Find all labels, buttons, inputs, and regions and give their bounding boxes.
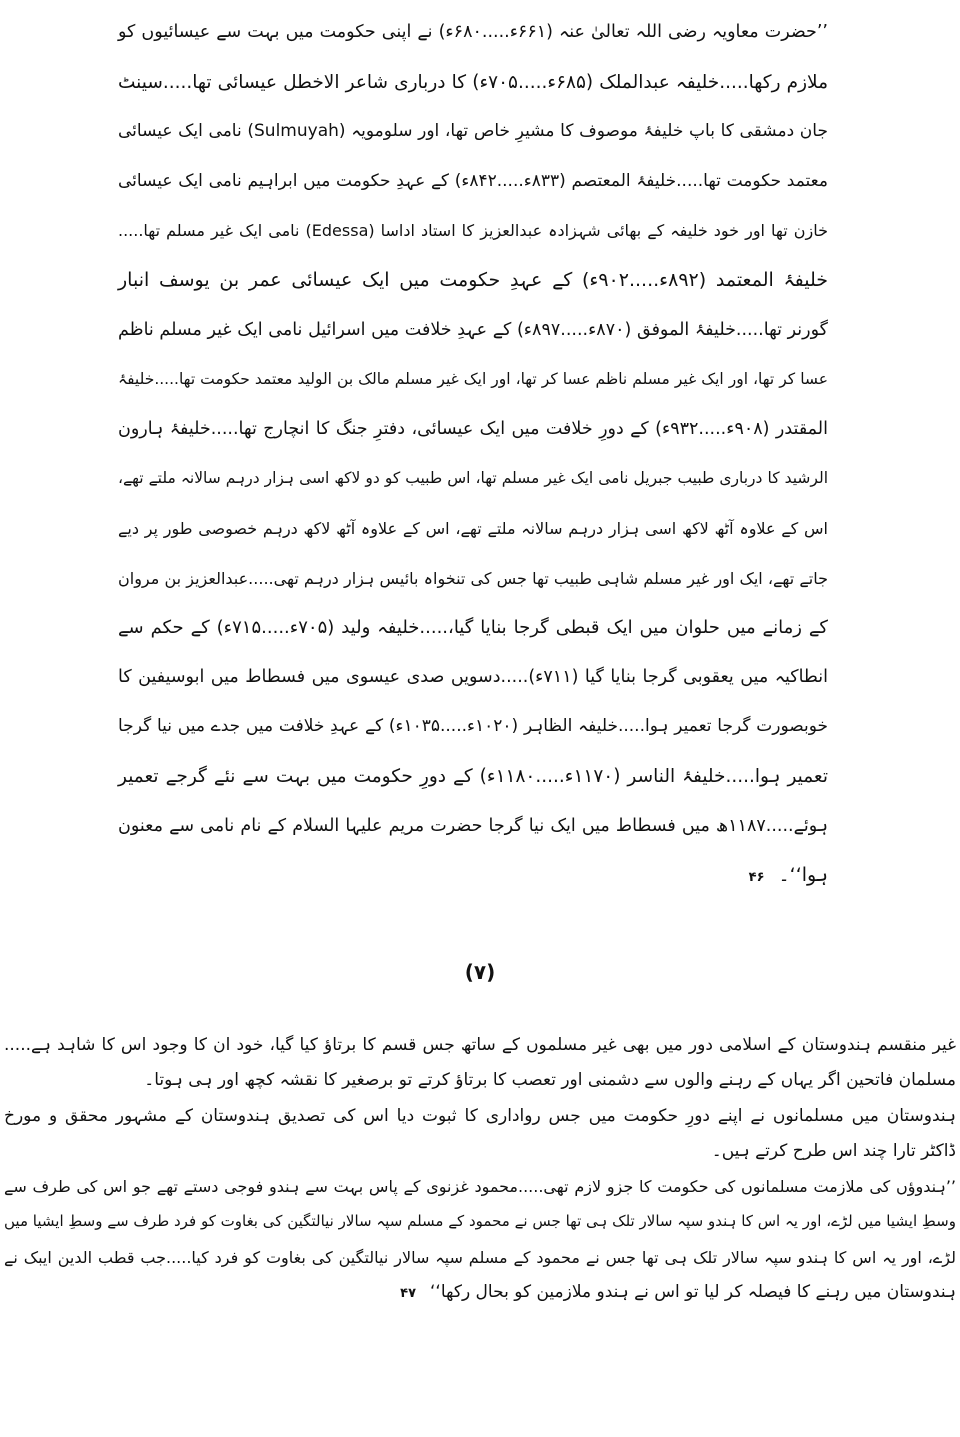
- quote-line: جاتے تھے، ایک اور غیر مسلم شاہی طبیب تھا جس کی تنخواہ بائیس ہزار درہم تھی.....عبدالعزیز بن مروان: [118, 568, 828, 588]
- quote-closing-text: ہوا‘‘۔: [778, 864, 828, 887]
- body-paragraphs: [4, 1028, 956, 1310]
- quote-line: انطاکیہ میں یعقوبی گرجا بنایا گیا (۷۱۱ء).....دسویں صدی عیسوی میں فسطاط میں ابوسیفین کا: [118, 666, 828, 687]
- body-line: غیر منقسم ہندوستان کے اسلامی دور میں بھی غیر مسلموں کے ساتھ جس قسم کا برتاؤ کیا گیا، خود ان کا وجود اس کا شاہد ہے.....: [4, 1035, 956, 1055]
- section-number: (۷): [464, 960, 496, 984]
- footnote-ref: ۴۷: [400, 1286, 417, 1302]
- quote-line: گورنر تھا.....خلیفۂ الموفق (۸۷۰ء.....۸۹۷ء) کے عہدِ خلافت میں اسرائیل نامی ایک غیر مسلم ناظم: [118, 319, 828, 340]
- footnote-ref: ۴۶: [748, 870, 765, 886]
- body-line: ہندوستان میں مسلمانوں نے اپنے دورِ حکومت میں جس رواداری کا ثبوت دیا اس کی تصدیق ہندوستان کے مشہور محقق و مورخ: [4, 1105, 956, 1126]
- quote-line: تعمیر ہوا.....خلیفۂ الناسر (۱۱۷۰ء.....۱۱۸۰ء) کے دورِ حکومت میں بہت سے نئے گرجے تعمیر: [118, 765, 829, 787]
- body-line: ’’ہندوؤں کی ملازمت مسلمانوں کی حکومت کا جزو لازم تھی.....محمود غزنوی کے پاس بہت سے ہندو فوجی دستے تھے جو اس کی طرف سے: [4, 1177, 956, 1197]
- quote-line: الرشید کا درباری طبیب جبریل نامی ایک غیر مسلم تھا، اس طبیب کو دو لاکھ اسی ہزار درہم سالانہ ملتے تھے،: [118, 469, 828, 488]
- quote-line: کے زمانے میں حلوان میں ایک قبطی گرجا بنایا گیا،.....خلیفہ ولید (۷۰۵ء.....۷۱۵ء) کے حکم سے: [118, 617, 828, 639]
- body-closing-text: ہندوستان میں رہنے کا فیصلہ کر لیا تو اس نے ہندو ملازمین کو بحال رکھا‘‘: [430, 1282, 956, 1303]
- quote-line: عسا کر تھا، اور ایک غیر مسلم ناظم عسا کر تھا، اور ایک غیر مسلم مالک بن الولید معتمد حکومت تھا.....خلیفۂ: [118, 370, 828, 389]
- quote-line: ہوئے.....۱۱۸۷ھ میں فسطاط میں ایک نیا گرجا حضرت مریم علیہا السلام کے نام نامی سے معنون: [118, 815, 828, 836]
- quote-line: ملازم رکھا.....خلیفہ عبدالملک (۶۸۵ء.....۷۰۵ء) کا درباری شاعر الاخطل عیسائی تھا.....سینٹ: [118, 71, 828, 93]
- body-last-line: [4, 1275, 956, 1310]
- quote-line: ’’حضرت معاویہ رضی اللہ تعالیٰ عنہ (۶۶۱ء.....۶۸۰ء) نے اپنی حکومت میں بہت سے عیسائیوں کو: [118, 22, 828, 42]
- quote-line: معتمد حکومت تھا.....خلیفۂ المعتصم (۸۳۳ء.....۸۴۲ء) کے عہدِ حکومت میں ابراہیم نامی ایک عیسائی: [118, 170, 828, 191]
- quote-line: اس کے علاوہ آٹھ لاکھ اسی ہزار درہم سالانہ ملتے تھے، اس کے علاوہ آٹھ لاکھ درہم خصوصی طور پر دیے: [118, 518, 828, 538]
- quote-line: خوبصورت گرجا تعمیر ہوا.....خلیفہ الظاہر (۱۰۲۰ء.....۱۰۳۵ء) کے عہدِ خلافت میں جدے میں نیا گرجا: [118, 716, 829, 737]
- body-line: لڑے، اور یہ اس کا ہندو سپہ سالار تلک ہی تھا جس نے محمود کے مسلم سپہ سالار نیالتگین کی بغاوت کو فرد کیا.....جب قطب الدین ایبک نے: [4, 1247, 957, 1267]
- quote-last-line: [118, 851, 828, 901]
- quote-line: خلیفۂ المعتمد (۸۹۲ء.....۹۰۲ء) کے عہدِ حکومت میں ایک عیسائی عمر بن یوسف انبار: [118, 268, 828, 291]
- body-line: ڈاکٹر تارا چند اس طرح کرتے ہیں۔: [711, 1140, 956, 1161]
- body-line: مسلمان فاتحین اگر یہاں کے رہنے والوں سے دشمنی اور تعصب کا برتاؤ کرتے تو برصغیر کا نقشہ کچھ اور ہی ہوتا۔: [144, 1070, 956, 1091]
- quote-line: المقتدر (۹۰۸ء.....۹۳۲ء) کے دورِ خلافت میں ایک عیسائی، دفترِ جنگ کا انچارج تھا.....خلیفۂ ہارون: [118, 418, 828, 439]
- quote-line: خازن تھا اور خود خلیفہ کے بھائی شہزادہ عبدالعزیز کا استاد اداسا (Edessa) نامی ایک غیر مسلم تھا.....: [118, 221, 828, 241]
- quote-line: جان دمشقی کا باپ خلیفۂ موصوف کا مشیرِ خاص تھا، اور سلومویہ (Sulmuyah) نامی ایک عیسائی: [118, 121, 828, 142]
- quoted-passage: [118, 8, 828, 901]
- body-line: وسطِ ایشیا میں لڑے، اور یہ اس کا ہندو سپہ سالار تلک ہی تھا جس نے محمود کے مسلم سپہ سالار نیالتگین کی بغاوت کو فرد طرف سے وسطِ ایشیا میں: [4, 1212, 956, 1231]
